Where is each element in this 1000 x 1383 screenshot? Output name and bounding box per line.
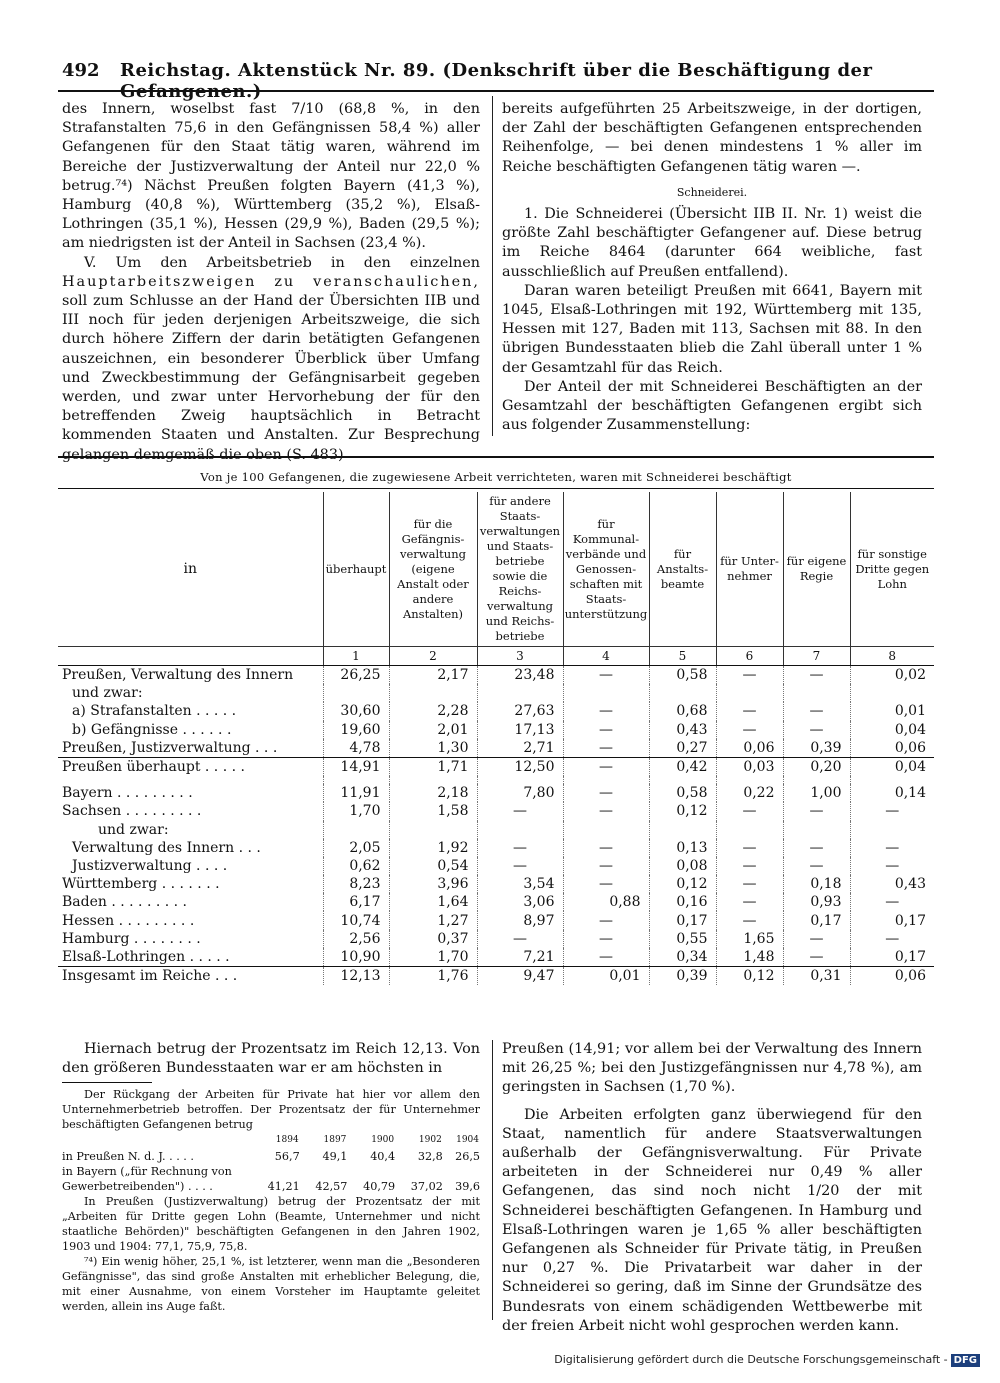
table-cell	[323, 684, 389, 702]
table-cell: 0,39	[649, 967, 716, 986]
table-cell: —	[783, 930, 850, 948]
footnote-73-intro: Der Rückgang der Arbeiten für Private hat hier vor allem den Unternehmerbetrieb betroffen. Der Prozentsatz der für Unternehmer beschäftigten Gefangenen betrug	[62, 1088, 480, 1132]
table-cell: 0,27	[649, 739, 716, 758]
row-label: Hamburg . . . . . . . .	[62, 930, 201, 947]
table-row	[58, 948, 934, 967]
col-number: 6	[716, 647, 783, 666]
table-row	[58, 930, 934, 948]
fn-year: 1902	[418, 1135, 442, 1146]
section-heading: Schneiderei.	[676, 185, 748, 199]
table-cell: 0,31	[783, 967, 850, 986]
row-label: Justizverwaltung . . . .	[72, 857, 228, 874]
bottom-column-divider	[492, 1040, 493, 1320]
col-number: 1	[323, 647, 389, 666]
fn-year: 1897	[323, 1135, 347, 1146]
table-cell	[783, 684, 850, 702]
table-cell: —	[477, 802, 563, 820]
table-cell	[649, 684, 716, 702]
col-number: 2	[389, 647, 477, 666]
table-cell: 0,01	[563, 967, 649, 986]
table-cell: 9,47	[477, 967, 563, 986]
col-number: 4	[563, 647, 649, 666]
table-cell: —	[716, 893, 783, 911]
table-cell: 1,70	[389, 948, 477, 967]
table-cell: 12,13	[323, 967, 389, 986]
fn-year: 1894	[275, 1135, 299, 1146]
table-cell: 0,12	[649, 875, 716, 893]
statistics-table	[58, 492, 934, 985]
table-cell: 1,65	[716, 930, 783, 948]
table-cell: —	[716, 802, 783, 820]
row-label: Preußen, Verwaltung des Innern	[62, 667, 294, 684]
row-label: und zwar:	[72, 685, 143, 702]
table-cell: 0,04	[850, 721, 934, 739]
table-caption: Von je 100 Gefangenen, die zugewiesene Arbeit verrichteten, waren mit Schneiderei beschäftigt	[200, 470, 792, 484]
table-cell: 0,12	[716, 967, 783, 986]
table-cell: 26,25	[323, 666, 389, 685]
table-cell: 0,20	[783, 757, 850, 776]
col-number	[58, 647, 323, 666]
col-header-2: für die Gefängnis-verwaltung (eigene Anstalt oder andere Anstalten)	[389, 492, 477, 647]
table-cell: —	[477, 857, 563, 875]
table-cell: 8,23	[323, 875, 389, 893]
table-cell: 1,30	[389, 739, 477, 758]
table-cell: —	[563, 875, 649, 893]
table-cell: 0,43	[850, 875, 934, 893]
col-header-4: für Kommunal-verbände und Genossen-schaften mit Staats-unterstützung	[563, 492, 649, 647]
table-cell: 0,17	[649, 911, 716, 929]
col-number: 8	[850, 647, 934, 666]
table-cell: 0,01	[850, 702, 934, 720]
spacer-cell	[389, 776, 477, 784]
row-label: Verwaltung des Innern . . .	[72, 839, 261, 856]
table-cell: —	[563, 784, 649, 802]
page-number: 492	[62, 60, 100, 81]
col-header-3: für andere Staats-verwaltungen und Staats-betriebe sowie die Reichs-verwaltung und Reichs-betriebe	[477, 492, 563, 647]
table-cell: 10,74	[323, 911, 389, 929]
table-cell: —	[563, 802, 649, 820]
table-cell	[716, 684, 783, 702]
table-cell: 0,34	[649, 948, 716, 967]
column-number-row	[58, 647, 934, 666]
table-cell: 0,88	[563, 893, 649, 911]
table-row	[58, 684, 934, 702]
table-cell: 2,71	[477, 739, 563, 758]
col-header-in: in	[183, 560, 197, 577]
table-cell: —	[563, 839, 649, 857]
table-cell: 27,63	[477, 702, 563, 720]
spacer-cell	[716, 776, 783, 784]
table-row	[58, 839, 934, 857]
table-row	[58, 702, 934, 720]
row-label: Hessen . . . . . . . . .	[62, 912, 195, 929]
table-cell: 1,00	[783, 784, 850, 802]
table-cell: —	[563, 930, 649, 948]
table-cell: 0,14	[850, 784, 934, 802]
bottom-left-column	[62, 1040, 480, 1314]
table-cell: 11,91	[323, 784, 389, 802]
table-cell: 1,92	[389, 839, 477, 857]
table-row	[58, 875, 934, 893]
row-label: Bayern . . . . . . . . .	[62, 785, 193, 802]
table-cell: —	[783, 721, 850, 739]
table-cell: 7,80	[477, 784, 563, 802]
table-cell: 0,06	[716, 739, 783, 758]
table-cell: 1,58	[389, 802, 477, 820]
row-label: Insgesamt im Reiche . . .	[58, 967, 323, 986]
table-row	[58, 857, 934, 875]
fn-year: 1904	[456, 1135, 479, 1146]
table-cell: —	[563, 757, 649, 776]
table-cell: 0,04	[850, 757, 934, 776]
spacer-cell	[323, 776, 389, 784]
table-cell	[783, 821, 850, 839]
table-cell: 10,90	[323, 948, 389, 967]
col-number: 5	[649, 647, 716, 666]
table-cell: 0,58	[649, 784, 716, 802]
table-cell: —	[783, 666, 850, 685]
table-row	[58, 802, 934, 820]
table-cell: —	[716, 875, 783, 893]
table-cell: —	[563, 739, 649, 758]
table-cell: —	[563, 666, 649, 685]
table-cell: —	[563, 857, 649, 875]
table-cell: 7,21	[477, 948, 563, 967]
table-cell: 0,08	[649, 857, 716, 875]
table-cell: 14,91	[323, 757, 389, 776]
table-row	[58, 721, 934, 739]
table-cell: —	[783, 948, 850, 967]
table-cell: 1,48	[716, 948, 783, 967]
fn-year: 1900	[371, 1135, 395, 1146]
table-cell: 1,27	[389, 911, 477, 929]
running-title: Reichstag. Aktenstück Nr. 89. (Denkschrift über die Beschäftigung der Gefangenen.)	[120, 60, 873, 102]
col-header-8: für sonstige Dritte gegen Lohn	[850, 492, 934, 647]
header-rule	[58, 90, 934, 92]
table-row	[58, 967, 934, 986]
table-row	[58, 784, 934, 802]
fn-value: 40,4	[370, 1150, 396, 1164]
left-paragraph-2: V. Um den Arbeitsbetrieb in den einzelnen Hauptarbeitszweigen zu veranschaulichen, soll zum Schlusse an der Hand der Übersichten IIB und III noch für jeden derjenigen Arbeitszweige, die sich durch höhere Ziffern der darin betätigten Gefangenen auszeichnen, ein besonderer Überblick über Umfang und Zweckbestimmung der Gefängnisarbeit gegeben werden, und zwar unter Hervorhebung der für den betreffenden Zweig hauptsächlich in Betracht kommenden Staaten und Anstalten. Zur Besprechung gelangen demgemäß die oben (S. 483)	[62, 254, 480, 463]
table-cell: 1,70	[323, 802, 389, 820]
table-cell: 0,12	[649, 802, 716, 820]
fn-value: 56,7	[274, 1150, 300, 1164]
page-header	[62, 60, 932, 102]
table-cell: 0,06	[850, 739, 934, 758]
table-cell: 17,13	[477, 721, 563, 739]
table-cell: 1,76	[389, 967, 477, 986]
table-cell: 12,50	[477, 757, 563, 776]
table-cell: 0,62	[323, 857, 389, 875]
col-header-7: für eigene Regie	[783, 492, 850, 647]
bottom-right-paragraph-2: Die Arbeiten erfolgten ganz überwiegend für den Staat, namentlich für andere Staatsverwaltungen außerhalb der Gefängnisverwaltung. Für Private arbeiteten in der Schneiderei nur 0,49 % aller Gefangenen, das sind noch nicht 1/20 der mit Schneiderei beschäftigten Gefangenen. In Hamburg und Elsaß-Lothringen waren je 1,65 % aller beschäftigten Gefangenen als Schneider für Private tätig, in Preußen nur 0,27 %. Die Privatarbeit war daher in der Schneiderei so gering, daß im Sinne der Grundsätze des Bundesrats von einem schädigenden Wettbewerbe mit der freien Arbeit nicht wohl gesprochen werden kann.	[502, 1106, 922, 1334]
table-cell	[323, 821, 389, 839]
column-divider	[492, 96, 493, 436]
table-cell: 3,54	[477, 875, 563, 893]
table-cell: —	[716, 702, 783, 720]
table-cell: —	[716, 666, 783, 685]
spacer-cell	[563, 776, 649, 784]
table-cell: 0,54	[389, 857, 477, 875]
fn-value: 49,1	[322, 1150, 348, 1164]
right-paragraph-2: 1. Die Schneiderei (Übersicht IIB II. Nr. 1) weist die größte Zahl beschäftigter Gefangener auf. Diese betrug im Reiche 8464 (darunter 664 weibliche, fast ausschließlich auf Preußen entfallend).	[502, 206, 922, 280]
table-cell: —	[477, 839, 563, 857]
row-label: Württemberg . . . . . . .	[62, 876, 220, 893]
table-row	[58, 739, 934, 758]
right-paragraph-1: bereits aufgeführten 25 Arbeitszweige, in der dortigen, der Zahl der beschäftigten Gefangenen entsprechenden Reihenfolge, — bei denen mindestens 1 % aller im Reiche beschäftigten Gefangenen tätig waren —.	[502, 101, 922, 175]
spacer-cell	[783, 776, 850, 784]
table-cell	[389, 684, 477, 702]
table-cell: 0,55	[649, 930, 716, 948]
table-cell: 0,93	[783, 893, 850, 911]
table-top-rule	[58, 456, 934, 458]
table-cell: 0,13	[649, 839, 716, 857]
table-row	[58, 911, 934, 929]
table-cell: —	[563, 721, 649, 739]
table-cell: 2,17	[389, 666, 477, 685]
col-header-6: für Unter-nehmer	[716, 492, 783, 647]
table-cell	[563, 821, 649, 839]
table-cell	[850, 684, 934, 702]
left-paragraph-1: des Innern, woselbst fast 7/10 (68,8 %, in den Strafanstalten 75,6 in den Gefängnissen 58,4 %) aller Gefangenen für den Staat tätig waren, während im Bereiche der Justizverwaltung der Anteil nur 22,0 % betrug.⁷⁴) Nächst Preußen folgten Bayern (41,3 %), Hamburg (40,8 %), Württemberg (35,2 %), Elsaß-Lothringen (35,1 %), Hessen (29,9 %), Baden (29,5 %); am niedrigsten ist der Anteil in Sachsen (23,4 %).	[62, 101, 480, 252]
table-cell: 0,43	[649, 721, 716, 739]
table-cell: —	[850, 839, 934, 857]
table-cell: 0,39	[783, 739, 850, 758]
fn-row-label: in Bayern („für Rechnung von	[62, 1165, 232, 1179]
right-column	[502, 100, 922, 435]
fn-value: 41,21	[267, 1180, 300, 1194]
table-cell: 3,96	[389, 875, 477, 893]
col-number: 7	[783, 647, 850, 666]
table-cell: 4,78	[323, 739, 389, 758]
table-cell: —	[563, 911, 649, 929]
table-cell: 2,18	[389, 784, 477, 802]
table-row	[58, 666, 934, 685]
row-label: und zwar:	[98, 821, 169, 838]
col-number: 3	[477, 647, 563, 666]
table-cell: —	[716, 839, 783, 857]
table-cell: —	[783, 802, 850, 820]
table-cell: 8,97	[477, 911, 563, 929]
right-paragraph-4: Der Anteil der mit Schneiderei Beschäftigten an der Gesamtzahl der beschäftigten Gefangenen ergibt sich aus folgender Zusammenstellung:	[502, 378, 922, 434]
spacer-cell	[58, 776, 323, 784]
table-cell: 23,48	[477, 666, 563, 685]
row-label: Preußen, Justizverwaltung . . .	[62, 739, 278, 756]
table-cell: —	[563, 702, 649, 720]
left-column	[62, 100, 480, 465]
fn-value: 39,6	[455, 1180, 480, 1194]
table-row	[58, 893, 934, 911]
row-label: Elsaß-Lothringen . . . . .	[62, 948, 230, 965]
table-cell: 30,60	[323, 702, 389, 720]
row-label: a) Strafanstalten . . . . .	[72, 703, 237, 720]
bottom-left-paragraph: Hiernach betrug der Prozentsatz im Reich 12,13. Von den größeren Bundesstaaten war er am höchsten in	[62, 1041, 480, 1077]
footnotes	[62, 1087, 480, 1314]
fn-value: 26,5	[455, 1150, 480, 1164]
table-header-row	[58, 492, 934, 647]
row-label: Baden . . . . . . . . .	[62, 894, 188, 911]
table-cell: 0,37	[389, 930, 477, 948]
bottom-right-paragraph-1: Preußen (14,91; vor allem bei der Verwaltung des Innern mit 26,25 %; bei den Justizgefängnissen nur 4,78 %), am geringsten in Sachsen (1,70 %).	[502, 1041, 922, 1096]
table-row	[58, 757, 934, 776]
table-cell	[477, 821, 563, 839]
table-cell: —	[716, 911, 783, 929]
table-cell: 0,06	[850, 967, 934, 986]
table-cell: —	[716, 857, 783, 875]
footnote-rule	[62, 1082, 152, 1083]
table-cell	[477, 684, 563, 702]
spacer-cell	[477, 776, 563, 784]
fn-value: 42,57	[315, 1180, 348, 1194]
row-spacer	[58, 776, 934, 784]
row-label: b) Gefängnisse . . . . . .	[72, 721, 232, 738]
table-cell: 2,56	[323, 930, 389, 948]
table-cell	[716, 821, 783, 839]
col-header-5: für Anstalts-beamte	[649, 492, 716, 647]
col-header-1: überhaupt	[323, 492, 389, 647]
row-label: Preußen überhaupt . . . . .	[58, 757, 323, 776]
fn-row-label: in Preußen N. d. J. . . . .	[62, 1150, 194, 1164]
table-cell: 19,60	[323, 721, 389, 739]
table-cell: 0,17	[850, 911, 934, 929]
table-cell: 0,42	[649, 757, 716, 776]
spacer-cell	[850, 776, 934, 784]
table-cell	[563, 684, 649, 702]
fn-row-label: Gewerbetreibenden") . . . .	[62, 1180, 213, 1194]
footnote-74: ⁷⁴) Ein wenig höher, 25,1 %, ist letzterer, wenn man die „Besonderen Gefängnisse", das sind große Anstalten mit erheblicher Belegung, die, mit einer Ausnahme, von einem Vorsteher im Hauptamte geleitet werden, allein ins Auge faßt.	[62, 1255, 480, 1314]
table-cell: —	[716, 721, 783, 739]
right-paragraph-3: Daran waren beteiligt Preußen mit 6641, Bayern mit 1045, Elsaß-Lothringen mit 192, Württemberg mit 135, Hessen mit 127, Baden mit 113, Sachsen mit 88. In den übrigen Bundesstaaten blieb die Zahl überall unter 1 % der Gesamtzahl für das Reich.	[502, 282, 922, 376]
spacer-cell	[649, 776, 716, 784]
table-cell: 0,22	[716, 784, 783, 802]
table-cell: —	[563, 948, 649, 967]
table-cell: 2,01	[389, 721, 477, 739]
dfg-logo: DFG	[951, 1354, 980, 1367]
table-cell: 1,64	[389, 893, 477, 911]
table-cell: 3,06	[477, 893, 563, 911]
table-row	[58, 821, 934, 839]
table-cell: —	[783, 839, 850, 857]
table-cell: 1,71	[389, 757, 477, 776]
table-cell: —	[850, 857, 934, 875]
table-cell: —	[850, 893, 934, 911]
table-cell: —	[783, 857, 850, 875]
table-cell	[850, 821, 934, 839]
fn-value: 32,8	[417, 1150, 443, 1164]
table-cell: 2,28	[389, 702, 477, 720]
table-cell: —	[850, 930, 934, 948]
table-cell: —	[850, 802, 934, 820]
digitization-credit: Digitalisierung gefördert durch die Deutsche Forschungsgemeinschaft - DFG	[554, 1353, 980, 1367]
table-cell: 6,17	[323, 893, 389, 911]
table-cell: —	[477, 930, 563, 948]
table-cell: 2,05	[323, 839, 389, 857]
table-cell: —	[783, 702, 850, 720]
table-cell: 0,18	[783, 875, 850, 893]
bottom-right-column	[502, 1040, 922, 1336]
footnote-73-table	[62, 1132, 480, 1194]
row-label: Sachsen . . . . . . . . .	[62, 803, 202, 820]
footnote-73-tail: In Preußen (Justizverwaltung) betrug der Prozentsatz der mit „Arbeiten für Dritte gegen Lohn (Beamte, Unternehmer und nicht staatliche Behörden)" beschäftigten Gefangenen in den Jahren 1902, 1903 und 1904: 77,1, 75,9, 75,8.	[62, 1195, 480, 1254]
table-cell: 0,16	[649, 893, 716, 911]
table-cell	[649, 821, 716, 839]
table-cell	[389, 821, 477, 839]
table-cell: 0,58	[649, 666, 716, 685]
table-cell: 0,03	[716, 757, 783, 776]
table-cell: 0,68	[649, 702, 716, 720]
table-cell: 0,17	[783, 911, 850, 929]
caption-rule	[58, 488, 934, 489]
table-cell: 0,17	[850, 948, 934, 967]
fn-value: 37,02	[410, 1180, 443, 1194]
table-cell: 0,02	[850, 666, 934, 685]
fn-value: 40,79	[363, 1180, 396, 1194]
